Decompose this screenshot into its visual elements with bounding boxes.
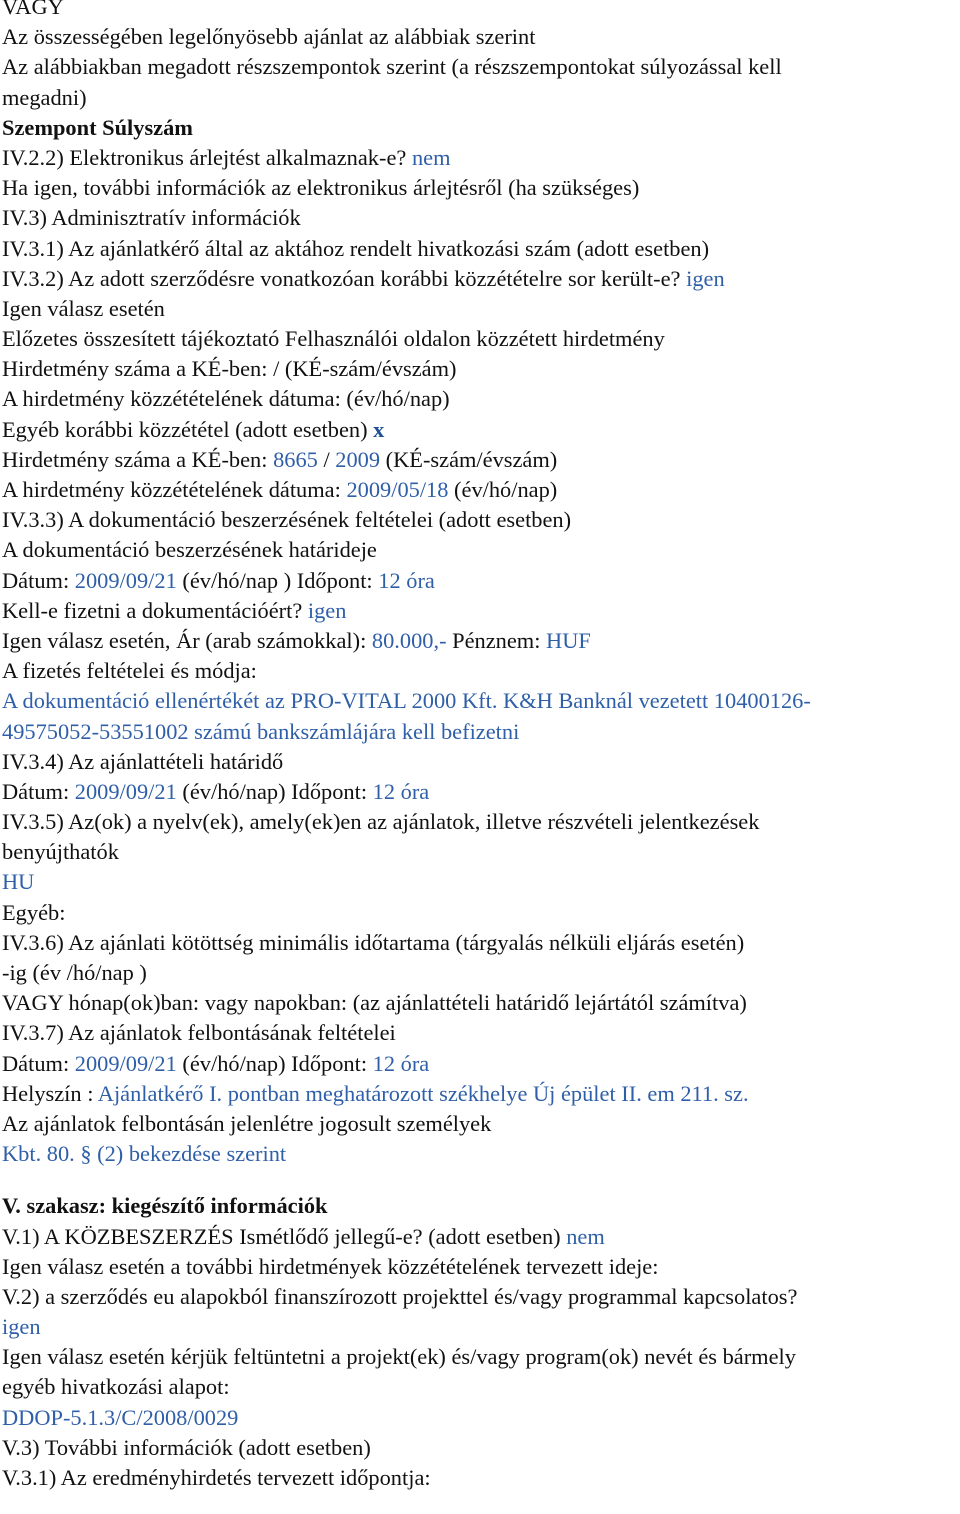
text-line	[2, 898, 952, 928]
field-label: (KÉ-szám/évszám)	[380, 446, 558, 472]
field-label: Egyéb:	[2, 899, 66, 925]
field-label: Dátum:	[2, 1050, 75, 1076]
field-label: V.1) A KÖZBESZERZÉS Ismétlődő jellegű-e? (adott esetben)	[2, 1223, 567, 1249]
text-line	[2, 1282, 952, 1312]
field-label: Hirdetmény száma a KÉ-ben:	[2, 446, 274, 472]
field-label: V. szakasz: kiegészítő információk	[2, 1193, 328, 1219]
field-value: 12 óra	[372, 1050, 430, 1076]
text-line	[2, 1252, 952, 1282]
field-label: Pénznem:	[446, 627, 547, 653]
field-label: A hirdetmény közzétételének dátuma:	[2, 477, 347, 502]
field-value: Kbt. 80. § (2) bekezdése szerint	[2, 1141, 287, 1167]
field-label: Az alábbiakban megadott részszempontok szerint (a részszempontokat súlyozással kell	[2, 54, 782, 80]
field-label: A fizetés feltételei és módja:	[2, 658, 257, 684]
text-line	[2, 234, 952, 264]
field-value: A dokumentáció ellenértékét az PRO-VITAL 2000 Kft. K&H Banknál vezetett 10400126-	[2, 688, 811, 714]
field-value: DDOP-5.1.3/C/2008/0029	[2, 1404, 239, 1430]
text-line	[2, 535, 952, 565]
text-line	[2, 1109, 952, 1139]
text-line	[2, 717, 952, 747]
field-label: Igen válasz esetén, Ár (arab számokkal):	[2, 627, 372, 653]
field-label: IV.3.6) Az ajánlati kötöttség minimális időtartama (tárgyalás nélküli eljárás esetén)	[2, 929, 745, 955]
text-line	[2, 566, 952, 596]
field-value: 49575052-53551002 számú bankszámlájára kell befizetni	[2, 718, 520, 744]
field-label: IV.3) Adminisztratív információk	[2, 205, 301, 231]
field-label: Ha igen, további információk az elektronikus árlejtésről (ha szükséges)	[2, 175, 640, 201]
field-label: (év/hó/nap) Időpont:	[176, 1050, 373, 1076]
field-value: 12 óra	[372, 778, 430, 804]
section-heading	[2, 113, 952, 143]
field-value: 12 óra	[378, 567, 435, 593]
field-value: nem	[566, 1223, 605, 1249]
field-label: VAGY hónap(ok)ban: vagy napokban: (az ajánlattételi határidő lejártától számítva)	[2, 990, 747, 1016]
field-label: Igen válasz esetén kérjük feltüntetni a projekt(ek) és/vagy program(ok) nevét és bármely	[2, 1344, 796, 1370]
field-label: IV.3.1) Az ajánlatkérő által az aktához rendelt hivatkozási szám (adott esetben)	[2, 235, 710, 261]
text-line	[2, 415, 952, 445]
text-line	[2, 505, 952, 535]
text-line	[2, 264, 952, 294]
field-value: 2009	[335, 446, 381, 472]
document-page	[2, 0, 952, 1493]
field-label: Helyszín :	[2, 1080, 98, 1106]
text-line	[2, 475, 952, 505]
text-line	[2, 83, 952, 113]
field-label: megadni)	[2, 84, 87, 110]
field-value: HUF	[546, 627, 591, 653]
field-label: IV.3.4) Az ajánlattételi határidő	[2, 748, 284, 774]
text-line	[2, 173, 952, 203]
text-line	[2, 958, 952, 988]
text-line	[2, 1342, 952, 1372]
field-label: IV.3.5) Az(ok) a nyelv(ek), amely(ek)en az ajánlatok, illetve részvételi jelentkezések	[2, 809, 760, 835]
text-line	[2, 807, 952, 837]
field-label: IV.3.7) Az ajánlatok felbontásának feltételei	[2, 1020, 396, 1046]
field-value: 2009/09/21	[74, 567, 177, 593]
text-line	[2, 837, 952, 867]
text-line	[2, 1079, 952, 1109]
text-line	[2, 52, 952, 82]
field-label: benyújthatók	[2, 839, 119, 865]
field-value: 2009/09/21	[74, 778, 177, 804]
field-label: /	[317, 446, 336, 472]
text-line	[2, 324, 952, 354]
field-label: A dokumentáció beszerzésének határideje	[2, 537, 377, 563]
section-gap	[2, 1169, 952, 1191]
text-line	[2, 928, 952, 958]
field-label: Hirdetmény száma a KÉ-ben: / (KÉ-szám/évszám)	[2, 356, 457, 382]
field-value: 80.000,-	[371, 627, 447, 653]
field-label: Igen válasz esetén	[2, 295, 165, 321]
field-label: V.2) a szerződés eu alapokból finanszírozott projekttel és/vagy programmal kapcsolatos?	[2, 1283, 798, 1309]
text-line	[2, 1049, 952, 1079]
text-line	[2, 143, 952, 173]
field-label: (év/hó/nap)	[448, 477, 558, 502]
field-label: Kell-e fizetni a dokumentációért?	[2, 597, 308, 623]
field-label: (év/hó/nap ) Időpont:	[176, 567, 379, 593]
field-value: igen	[307, 597, 347, 623]
text-line	[2, 1403, 952, 1433]
field-label: Előzetes összesített tájékoztató Felhasználói oldalon közzétett hirdetmény	[2, 326, 665, 352]
text-line	[2, 1222, 952, 1252]
field-label: Dátum:	[2, 778, 75, 804]
text-line	[2, 1433, 952, 1463]
field-value: nem	[411, 144, 451, 170]
text-line	[2, 1372, 952, 1402]
field-label: -ig (év /hó/nap )	[2, 960, 147, 985]
field-label: IV.3.3) A dokumentáció beszerzésének feltételei (adott esetben)	[2, 507, 572, 533]
text-line	[2, 1312, 952, 1342]
field-label: VAGY	[2, 0, 64, 19]
text-line	[2, 867, 952, 897]
text-line	[2, 0, 952, 22]
field-label: A hirdetmény közzétételének dátuma: (év/hó/nap)	[2, 386, 450, 412]
field-label: Dátum:	[2, 567, 75, 593]
field-label: V.3.1) Az eredményhirdetés tervezett időpontja:	[2, 1465, 431, 1490]
text-line	[2, 445, 952, 475]
field-value: 2009/09/21	[74, 1050, 177, 1076]
text-line	[2, 988, 952, 1018]
text-line	[2, 294, 952, 324]
text-line	[2, 22, 952, 52]
field-label: Az ajánlatok felbontásán jelenlétre jogosult személyek	[2, 1110, 492, 1136]
text-line	[2, 596, 952, 626]
text-line	[2, 1463, 952, 1493]
checkbox-mark: x	[373, 416, 385, 442]
field-label: Az összességében legelőnyösebb ajánlat az alábbiak szerint	[2, 24, 536, 50]
field-value: 2009/05/18	[346, 477, 449, 502]
section-heading	[2, 1191, 952, 1221]
text-line	[2, 354, 952, 384]
field-label: Szempont Súlyszám	[2, 114, 193, 140]
field-value: 8665	[273, 446, 318, 472]
text-line	[2, 203, 952, 233]
text-line	[2, 1018, 952, 1048]
text-line	[2, 626, 952, 656]
field-value: HU	[2, 869, 35, 895]
field-label: (év/hó/nap) Időpont:	[176, 778, 373, 804]
field-label: Igen válasz esetén a további hirdetmények közzétételének tervezett ideje:	[2, 1253, 659, 1279]
text-line	[2, 656, 952, 686]
field-value: Ajánlatkérő I. pontban meghatározott székhelye Új épület II. em 211. sz.	[97, 1080, 749, 1106]
text-line	[2, 686, 952, 716]
field-label: IV.2.2) Elektronikus árlejtést alkalmaznak-e?	[2, 144, 412, 170]
field-label: IV.3.2) Az adott szerződésre vonatkozóan korábbi közzétételre sor került-e?	[2, 265, 687, 291]
text-line	[2, 777, 952, 807]
text-line	[2, 384, 952, 414]
field-value: igen	[2, 1314, 41, 1340]
field-label: Egyéb korábbi közzététel (adott esetben)	[2, 416, 374, 442]
field-label: V.3) További információk (adott esetben)	[2, 1434, 371, 1460]
text-line	[2, 1139, 952, 1169]
text-line	[2, 747, 952, 777]
field-value: igen	[686, 265, 725, 291]
field-label: egyéb hivatkozási alapot:	[2, 1374, 230, 1400]
